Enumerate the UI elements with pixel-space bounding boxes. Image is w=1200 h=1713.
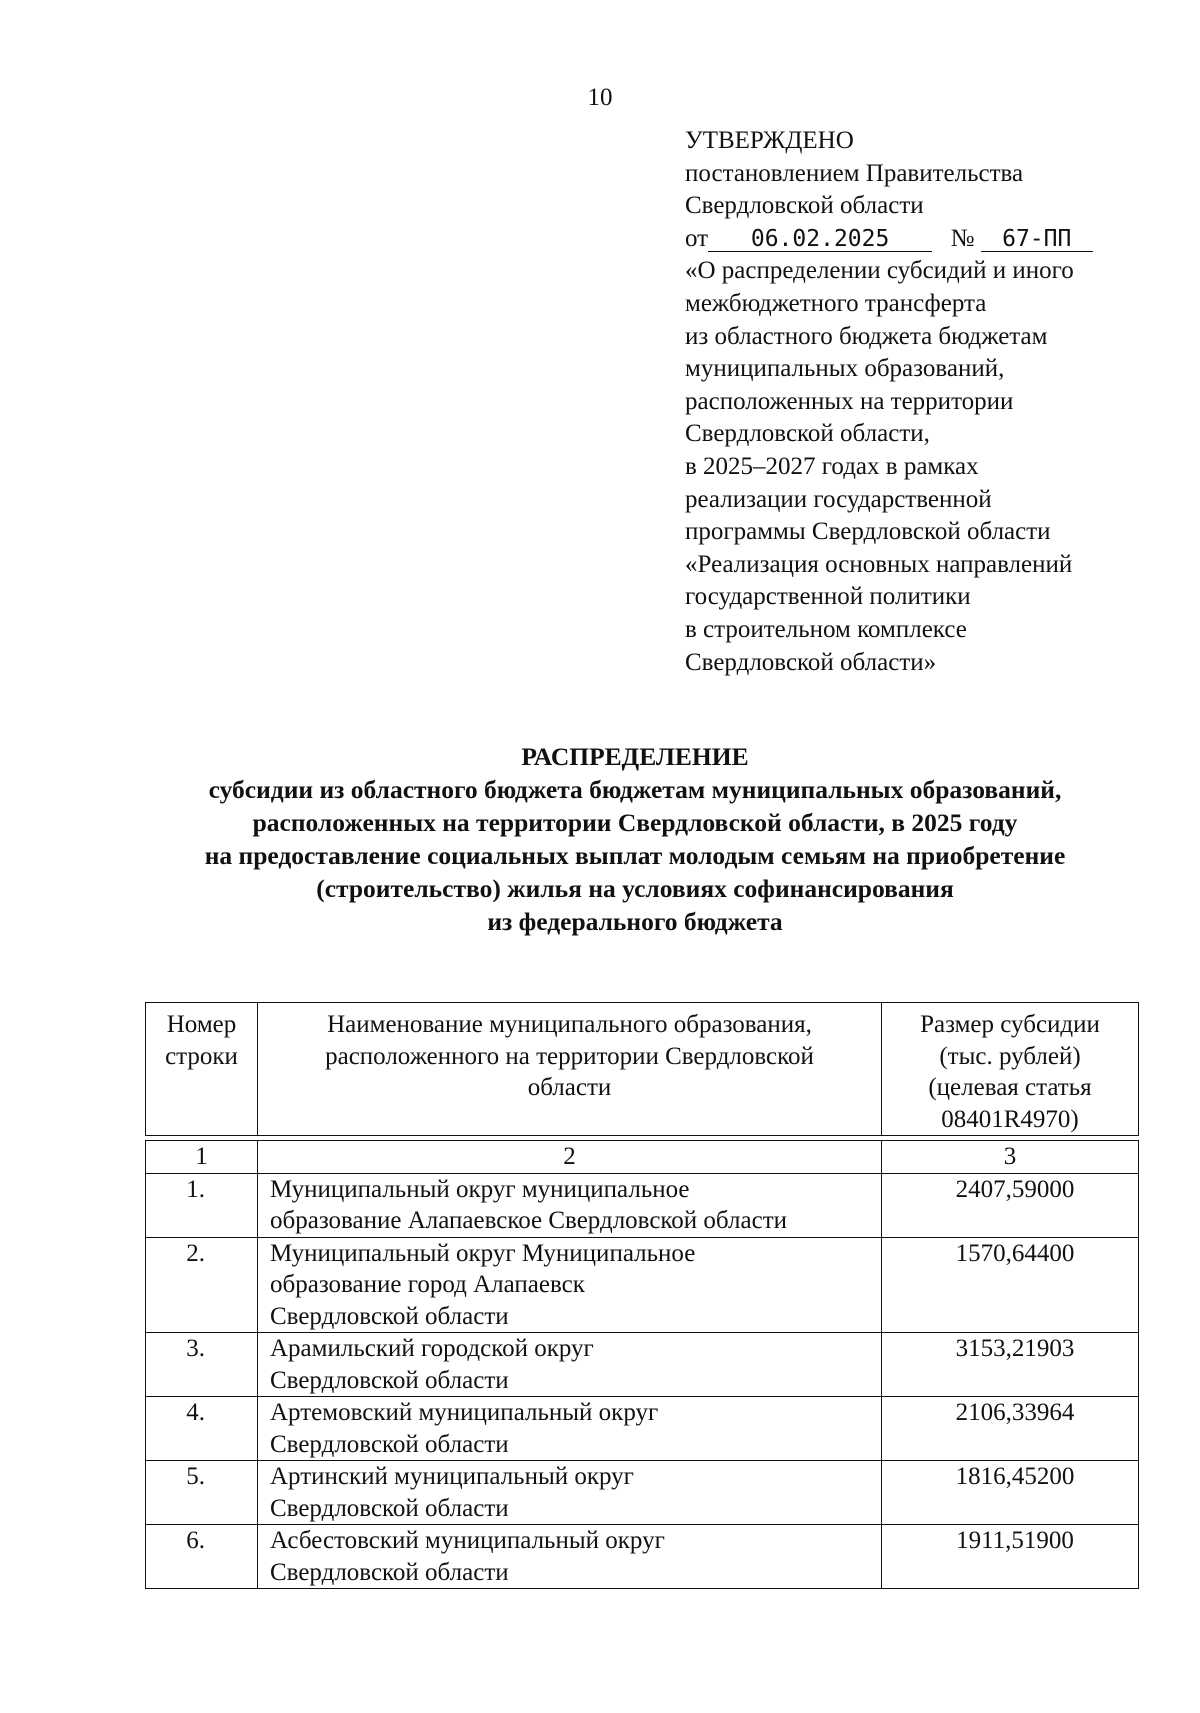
table-index-row	[146, 1141, 1139, 1174]
row-number: 3.	[146, 1333, 258, 1397]
municipality-name	[258, 1333, 882, 1397]
header-text-line: области	[527, 1074, 612, 1101]
index-cell: 2	[258, 1141, 882, 1174]
subsidy-amount: 1816,45200	[882, 1461, 1139, 1525]
municipality-name-line: Свердловской области	[270, 1558, 509, 1586]
heading-line: на предоставление социальных выплат молодым семьям на приобретение	[204, 841, 1066, 870]
header-text-line: Размер субсидии	[920, 1011, 1100, 1038]
approval-title: УТВЕРЖДЕНО	[685, 127, 854, 154]
approval-subject-line: из областного бюджета бюджетам	[685, 322, 1048, 350]
municipality-name	[258, 1525, 882, 1589]
header-text-line: строки	[165, 1042, 238, 1070]
subsidy-amount: 1570,64400	[882, 1237, 1139, 1333]
header-text-line: 08401R4970)	[941, 1105, 1079, 1133]
row-number: 2.	[146, 1237, 258, 1333]
municipality-name-line: Муниципальный округ Муниципальное	[270, 1239, 696, 1267]
header-col-number	[146, 1003, 258, 1136]
municipality-name-line: Артинский муниципальный округ	[270, 1463, 634, 1490]
municipality-name-line: образование Алапаевское Свердловской области	[270, 1207, 787, 1234]
heading-line: из федерального бюджета	[487, 907, 783, 936]
table-row	[146, 1333, 1139, 1397]
index-cell: 3	[882, 1141, 1139, 1174]
subsidy-amount: 2106,33964	[882, 1397, 1139, 1461]
date-value: 06.02.2025	[708, 227, 932, 252]
subsidy-amount: 2407,59000	[882, 1173, 1139, 1237]
municipality-name-line: образование город Алапаевск	[270, 1271, 585, 1298]
table-row	[146, 1237, 1139, 1333]
municipality-name	[258, 1397, 882, 1461]
approval-subject	[685, 255, 1155, 679]
row-number: 6.	[146, 1525, 258, 1589]
table-row	[146, 1397, 1139, 1461]
date-prefix: от	[685, 224, 709, 252]
subsidy-amount: 3153,21903	[882, 1333, 1139, 1397]
municipality-name-line: Асбестовский муниципальный округ	[270, 1527, 665, 1554]
subsidy-amount: 1911,51900	[882, 1525, 1139, 1589]
approval-subject-line: Свердловской области»	[685, 648, 937, 676]
municipality-name-line: Свердловской области	[270, 1494, 509, 1522]
number-prefix: №	[950, 224, 975, 252]
number-value: 67-ПП	[981, 227, 1093, 252]
header-col-name	[258, 1003, 882, 1136]
municipality-name	[258, 1461, 882, 1525]
approval-subject-line: «Реализация основных направлений	[685, 550, 1073, 578]
approval-line: постановлением Правительства	[685, 159, 1024, 187]
header-text-line: Номер	[166, 1011, 237, 1038]
municipality-name-line: Артемовский муниципальный округ	[270, 1399, 659, 1426]
header-text-line: Наименование муниципального образования,	[327, 1011, 812, 1038]
table-row	[146, 1461, 1139, 1525]
table-row	[146, 1173, 1139, 1237]
municipality-name-line: Свердловской области	[270, 1366, 509, 1394]
table-header-row	[146, 1003, 1139, 1136]
approval-line: Свердловской области	[685, 192, 924, 220]
header-text-line: (тыс. рублей)	[939, 1042, 1081, 1070]
document-heading	[140, 740, 1130, 938]
distribution-table	[145, 1002, 1138, 1589]
approval-subject-line: «О распределении субсидий и иного	[685, 257, 1074, 285]
heading-line: (строительство) жилья на условиях софинансирования	[316, 874, 954, 903]
index-cell: 1	[146, 1141, 258, 1174]
header-col-amount	[882, 1003, 1139, 1136]
municipality-name	[258, 1237, 882, 1333]
municipality-name-line: Арамильский городской округ	[270, 1335, 594, 1362]
approval-subject-line: в строительном комплексе	[685, 615, 967, 643]
approval-subject-line: муниципальных образований,	[685, 355, 1005, 383]
heading-line: субсидии из областного бюджета бюджетам муниципальных образований,	[208, 775, 1062, 804]
municipality-name-line: Свердловской области	[270, 1302, 509, 1330]
row-number: 1.	[146, 1173, 258, 1237]
municipality-name	[258, 1173, 882, 1237]
table-row	[146, 1525, 1139, 1589]
heading-title: РАСПРЕДЕЛЕНИЕ	[521, 742, 749, 771]
approval-subject-line: программы Свердловской области	[685, 518, 1051, 546]
row-number: 5.	[146, 1461, 258, 1525]
approval-subject-line: реализации государственной	[685, 485, 992, 513]
approval-subject-line: межбюджетного трансферта	[685, 289, 987, 317]
approval-block	[685, 125, 1155, 679]
heading-line: расположенных на территории Свердловской области, в 2025 году	[252, 808, 1018, 837]
municipality-name-line: Свердловской области	[270, 1430, 509, 1458]
header-text-line: расположенного на территории Свердловской	[325, 1042, 814, 1070]
approval-subject-line: Свердловской области,	[685, 420, 930, 448]
row-number: 4.	[146, 1397, 258, 1461]
heading-subtitle	[140, 773, 1130, 938]
header-text-line: (целевая статья	[928, 1074, 1092, 1101]
municipality-name-line: Муниципальный округ муниципальное	[270, 1175, 690, 1203]
approval-subject-line: расположенных на территории	[685, 387, 1014, 415]
page-number: 10	[587, 84, 613, 111]
approval-subject-line: государственной политики	[685, 583, 971, 611]
approval-date-row	[685, 223, 1155, 256]
approval-subject-line: в 2025–2027 годах в рамках	[685, 452, 979, 480]
